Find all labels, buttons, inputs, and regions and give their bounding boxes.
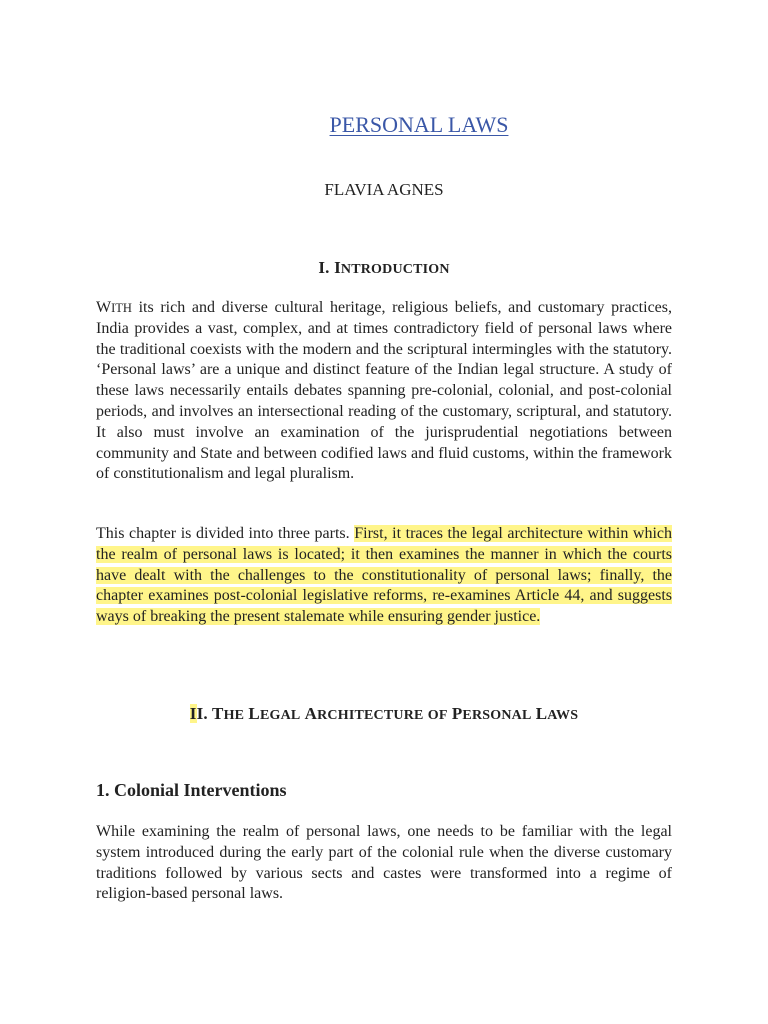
paragraph-text: its rich and diverse cultural heritage, religious beliefs, and customary practices, India provides a vast, complex, and at times contradictory field of personal laws where the traditional coexists with the modern and the scriptural intermingles with the statutory. ‘Personal laws’ are a unique and distinct feature of the Indian legal structure. A study of these laws necessarily entails debates spanning pre-colonial, colonial, and post-colonial periods, and involves an intersectional reading of the customary, scriptural, and statutory. It also must involve an examination of the jurisprudential negotiations between community and State and between codified laws and fluid customs, within the framework of constitutionalism and legal pluralism.: [96, 299, 672, 483]
heading-word-first-letter: L: [535, 704, 548, 723]
heading-word-first-letter: T: [212, 704, 224, 723]
subsection-heading: 1. Colonial Interventions: [96, 780, 287, 800]
section-rest: NTRODUCTION: [340, 262, 450, 277]
paragraph-chapter-outline: [96, 524, 672, 628]
dropcap-rest: ITH: [111, 301, 132, 315]
dropcap-first: W: [96, 299, 112, 316]
heading-word-rest: HE: [223, 708, 245, 723]
paragraph-plain-text: This chapter is divided into three parts.: [96, 525, 355, 542]
heading-word: OF: [427, 708, 448, 723]
heading-word-rest: RCHITECTURE: [317, 708, 424, 723]
section-numeral-rest: I.: [196, 704, 213, 723]
heading-word-first-letter: P: [451, 704, 463, 723]
section-heading-introduction: [0, 258, 768, 278]
heading-word-rest: ERSONAL: [462, 708, 532, 723]
heading-word-rest: AWS: [547, 708, 579, 723]
document-author: FLAVIA AGNES: [324, 180, 444, 199]
heading-word-first-letter: L: [248, 704, 260, 723]
paragraph-introduction: [96, 298, 672, 485]
section-heading-legal-architecture: [0, 704, 768, 724]
paragraph-colonial-interventions: While examining the realm of personal laws, one needs to be familiar with the legal system introduced during the early part of the colonial rule when the diverse customary traditions followed by various sects and castes were transformed into a regime of religion-based personal laws.: [96, 823, 672, 903]
section-numeral: I.: [318, 258, 335, 277]
section-first-letter: I: [334, 258, 341, 277]
document-title: PERSONAL LAWS: [329, 112, 509, 137]
heading-word-first-letter: A: [304, 704, 318, 723]
section-numeral-highlight: I: [189, 704, 197, 723]
highlighted-text: First, it traces the legal architecture within which the realm of personal laws is located; it then examines the manner in which the courts have dealt with the challenges to the constitutionality of personal laws; finally, the chapter examines post-colonial legislative reforms, re-examines Article 44, and suggests ways of breaking the present stalemate while ensuring gender justice.: [96, 525, 673, 626]
heading-word-rest: EGAL: [259, 708, 301, 723]
